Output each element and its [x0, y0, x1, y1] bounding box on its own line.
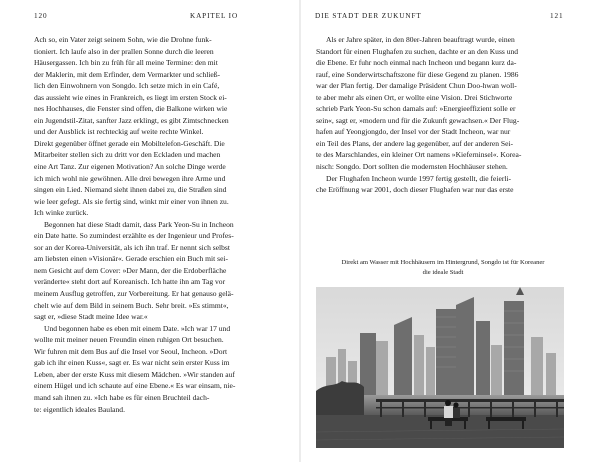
body-text-right	[316, 34, 562, 196]
running-head-right: DIE STADT DER ZUKUNFT	[315, 12, 422, 20]
text-line: che Eröffnung war 2001, doch dieser Flughafen war nur das erste	[316, 185, 514, 195]
page-number-left: 120	[34, 12, 48, 20]
text-line: war der Plan fertig. Der damalige Präsident Chun Doo-hwan woll-	[316, 81, 517, 91]
text-line: Häusergassen. Ich bin zu früh für all meine Termine: den mit	[34, 58, 218, 68]
photo-illustration	[316, 287, 564, 448]
text-line: meinem Ausflug getroffen, zur Vorbereitung. Er hat genauso gelä-	[34, 289, 234, 299]
page-number-right: 121	[550, 12, 564, 20]
text-line: tioniert. Ich laufe also in der prallen Sonne durch die leeren	[34, 46, 214, 56]
text-line: das aussieht wie eines in Frankreich, es liegt im ersten Stock ei-	[34, 92, 227, 102]
text-line: nisch: Songdo. Dort sollten die modernsten Hochhäuser stehen.	[316, 162, 508, 172]
text-line: Als er Jahre später, in den 80er-Jahren beauftragt wurde, einen	[326, 35, 515, 44]
text-line: ich mich wohl nie gewöhnen. Alle drei bewegen ihre Arme und	[34, 173, 226, 183]
text-line: die Ebene. Er fuhr noch einmal nach Incheon und begann kurz da-	[316, 58, 517, 68]
text-line: Und begonnen habe es eben mit einem Date. »Ich war 17 und	[44, 323, 231, 333]
songdo-photo	[316, 287, 564, 448]
text-line: am liebsten einen »Visionär«. Gerade erschien ein Buch mit sei-	[34, 254, 229, 264]
text-line: sor an der Korea-Universität, als ich ihn traf. Er nennt sich selbst	[34, 242, 230, 252]
text-line: ein Jugendstil-Zitat, sanfter Jazz erklingt, es gibt Zimtschnecken	[34, 115, 229, 125]
text-line: Der Flughafen Incheon wurde 1997 fertig gestellt, die feierli-	[326, 173, 512, 183]
body-text-left	[34, 34, 280, 415]
text-line: lich den Einwohnern von Songdo. Ich setze mich in ein Café,	[34, 81, 220, 91]
text-line: veränderte« steht dort auf Koreanisch. Ich hatte ihn am Tag vor	[34, 277, 226, 287]
right-page	[300, 0, 600, 462]
text-line: Direkt gegenüber öffnet gerade ein Mobiltelefon-Geschäft. Die	[34, 138, 225, 148]
text-line: Ach so, ein Vater zeigt seinem Sohn, wie die Drohne funk-	[34, 35, 212, 44]
text-line: der Maklerin, mit dem Erfinder, dem Vermarkter und schließ-	[34, 69, 221, 79]
text-line: gab ich ihr einen Kuss«, sagt er. Es war nicht sein erster Kuss im	[34, 358, 230, 368]
text-line: wollte mit meiner neuen Freundin einen ruhigen Ort besuchen.	[34, 335, 224, 345]
text-line: Standort für einen Flughafen zu suchen, dachte er an den Kuss und	[316, 46, 519, 56]
text-line: sein«, sagt er, »modern und für die Zukunft gewachsen.« Der Flug-	[316, 115, 520, 125]
text-line: ein Teil des Plans, der andere lag gegenüber, auf der anderen Sei-	[316, 138, 514, 148]
text-line: und der Ausblick ist rechteckig auf weite rechte Winkel.	[34, 127, 204, 137]
text-line: Begonnen hat diese Stadt damit, dass Park Yeon-Su in Incheon	[44, 219, 234, 229]
photo-caption: Direkt am Wasser mit Hochhäusern im Hintergrund, Songdo ist für Koreaner die ideale Stadt	[341, 259, 545, 276]
text-line: eine Art Tanz. Zur eigenen Motivation? An solche Dinge werde	[34, 162, 226, 172]
text-line: ein Date hatte. So zumindest erzählte es der Ingenieur und Profes-	[34, 231, 234, 241]
text-line: Wir fuhren mit dem Bus auf die Insel vor Seoul, Incheon. »Dort	[34, 346, 228, 356]
text-line: te: eigentlich ideales Bauland.	[34, 404, 125, 414]
text-line: einem Hügel und ich schaute auf eine Ebene.« Es war einsam, nie-	[34, 381, 236, 391]
text-line: singen ein Lied. Niemand sieht ihnen dabei zu, die Straßen sind	[34, 185, 227, 195]
text-line: sagt er, »diese Stadt meine Idee war.«	[34, 312, 148, 322]
text-line: schrieb Park Yeon-Su schon damals auf: »Energieeffizient solle er	[316, 104, 516, 114]
text-line: Leben, aber der erste Kuss mit diesem Mädchen. »Wir standen auf	[34, 369, 235, 379]
text-line: te des Marschlandes, ein kleiner Ort namens »Kieferninsel«. Korea-	[316, 150, 522, 160]
text-line: rauf, eine Sonderwirtschaftszone für diese Gegend zu planen. 1986	[316, 69, 519, 79]
text-line: Mitarbeiter stellen sich zu dritt vor den Eckladen und machen	[34, 150, 221, 160]
text-line: te aber mehr als einen Ort, er wollte eine Vision. Drei Stichworte	[316, 92, 513, 102]
text-line: chelt wie auf dem Bild in seinem Buch. Sehr breit. »Es stimmt«,	[34, 300, 229, 310]
text-line: hafen auf Yeongjongdo, der Insel vor der Stadt Incheon, war nur	[316, 127, 511, 137]
text-line: nem Gesicht auf dem Cover: »Der Mann, der die Erdoberfläche	[34, 265, 227, 275]
running-head-left: KAPITEL IO	[190, 12, 239, 20]
text-line: mand sah ihnen zu. »Ich habe es für einen Bruchteil dach-	[34, 392, 210, 402]
text-line: nes Hochhauses, die Fenster sind offen, die Balkone wirken wie	[34, 104, 228, 114]
text-line: wie leer gefegt. Als sie fertig sind, winkt mir einer von ihnen zu.	[34, 196, 229, 206]
text-line: Ich winke zurück.	[34, 208, 89, 218]
